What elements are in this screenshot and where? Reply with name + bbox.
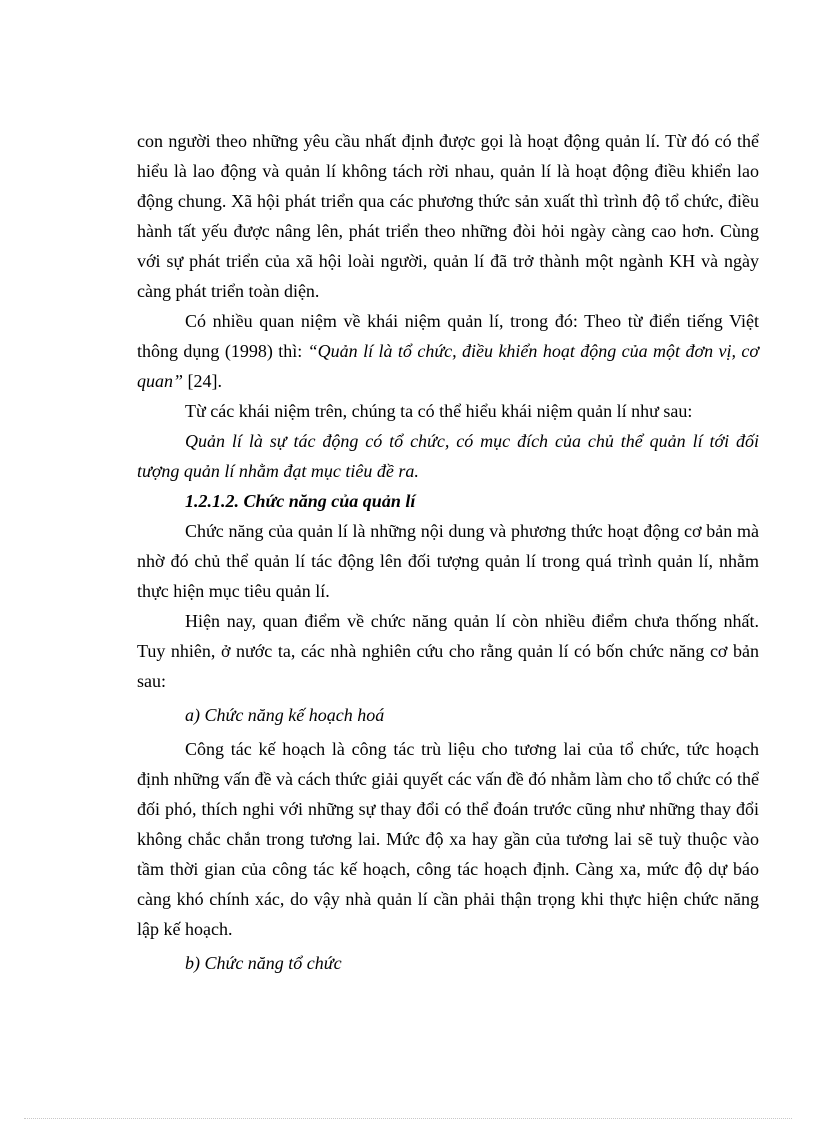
page-body	[137, 126, 759, 978]
dictionary-quote: “Quản lí là tổ chức, điều khiển hoạt động của một đơn vị, cơ quan”	[137, 341, 759, 391]
paragraph-6: Hiện nay, quan điểm về chức năng quản lí còn nhiều điểm chưa thống nhất. Tuy nhiên, ở nước ta, các nhà nghiên cứu cho rằng quản lí có bốn chức năng cơ bản sau:	[137, 611, 759, 691]
subheading-planning: a) Chức năng kế hoạch hoá	[185, 705, 385, 725]
subheading-organizing: b) Chức năng tổ chức	[185, 953, 342, 973]
page-bottom-rule	[24, 1118, 792, 1119]
paragraph-management-definition-source	[137, 306, 759, 396]
citation-reference: [24].	[183, 371, 223, 391]
paragraph-1: con người theo những yêu cầu nhất định được gọi là hoạt động quản lí. Từ đó có thể hiểu là lao động và quản lí không tách rời nhau, quản lí là hoạt động điều khiển lao động chung. Xã hội phát triển qua các phương thức sản xuất thì trình độ tổ chức, điều hành tất yếu được nâng lên, phát triển theo những đòi hỏi ngày càng cao hơn. Cùng với sự phát triển của xã hội loài người, quản lí đã trở thành một ngành KH và ngày càng phát triển toàn diện.	[137, 131, 759, 301]
section-heading: 1.2.1.2. Chức năng của quản lí	[185, 491, 416, 511]
management-definition: Quản lí là sự tác động có tổ chức, có mục đích của chủ thể quản lí tới đối tượng quản lí nhằm đạt mục tiêu đề ra.	[137, 431, 759, 481]
paragraph-5: Chức năng của quản lí là những nội dung và phương thức hoạt động cơ bản mà nhờ đó chủ thể quản lí tác động lên đối tượng quản lí trong quá trình quản lí, nhằm thực hiện mục tiêu quản lí.	[137, 521, 759, 601]
paragraph-2-text: Có nhiều quan niệm về khái niệm quản lí, trong đó: Theo từ điển tiếng Việt thông dụng (1998) thì:	[137, 311, 759, 361]
paragraph-3: Từ các khái niệm trên, chúng ta có thể hiểu khái niệm quản lí như sau:	[185, 401, 693, 421]
paragraph-7: Công tác kế hoạch là công tác trù liệu cho tương lai của tổ chức, tức hoạch định những vấn đề và cách thức giải quyết các vấn đề đó nhằm làm cho tổ chức có thể đối phó, thích nghi với những sự thay đổi có thể đoán trước cũng như những thay đổi không chắc chắn trong tương lai. Mức độ xa hay gần của tương lai sẽ tuỳ thuộc vào tầm thời gian của công tác kế hoạch, công tác hoạch định. Càng xa, mức độ dự báo càng khó chính xác, do vậy nhà quản lí cần phải thận trọng khi thực hiện chức năng lập kế hoạch.	[137, 739, 759, 939]
